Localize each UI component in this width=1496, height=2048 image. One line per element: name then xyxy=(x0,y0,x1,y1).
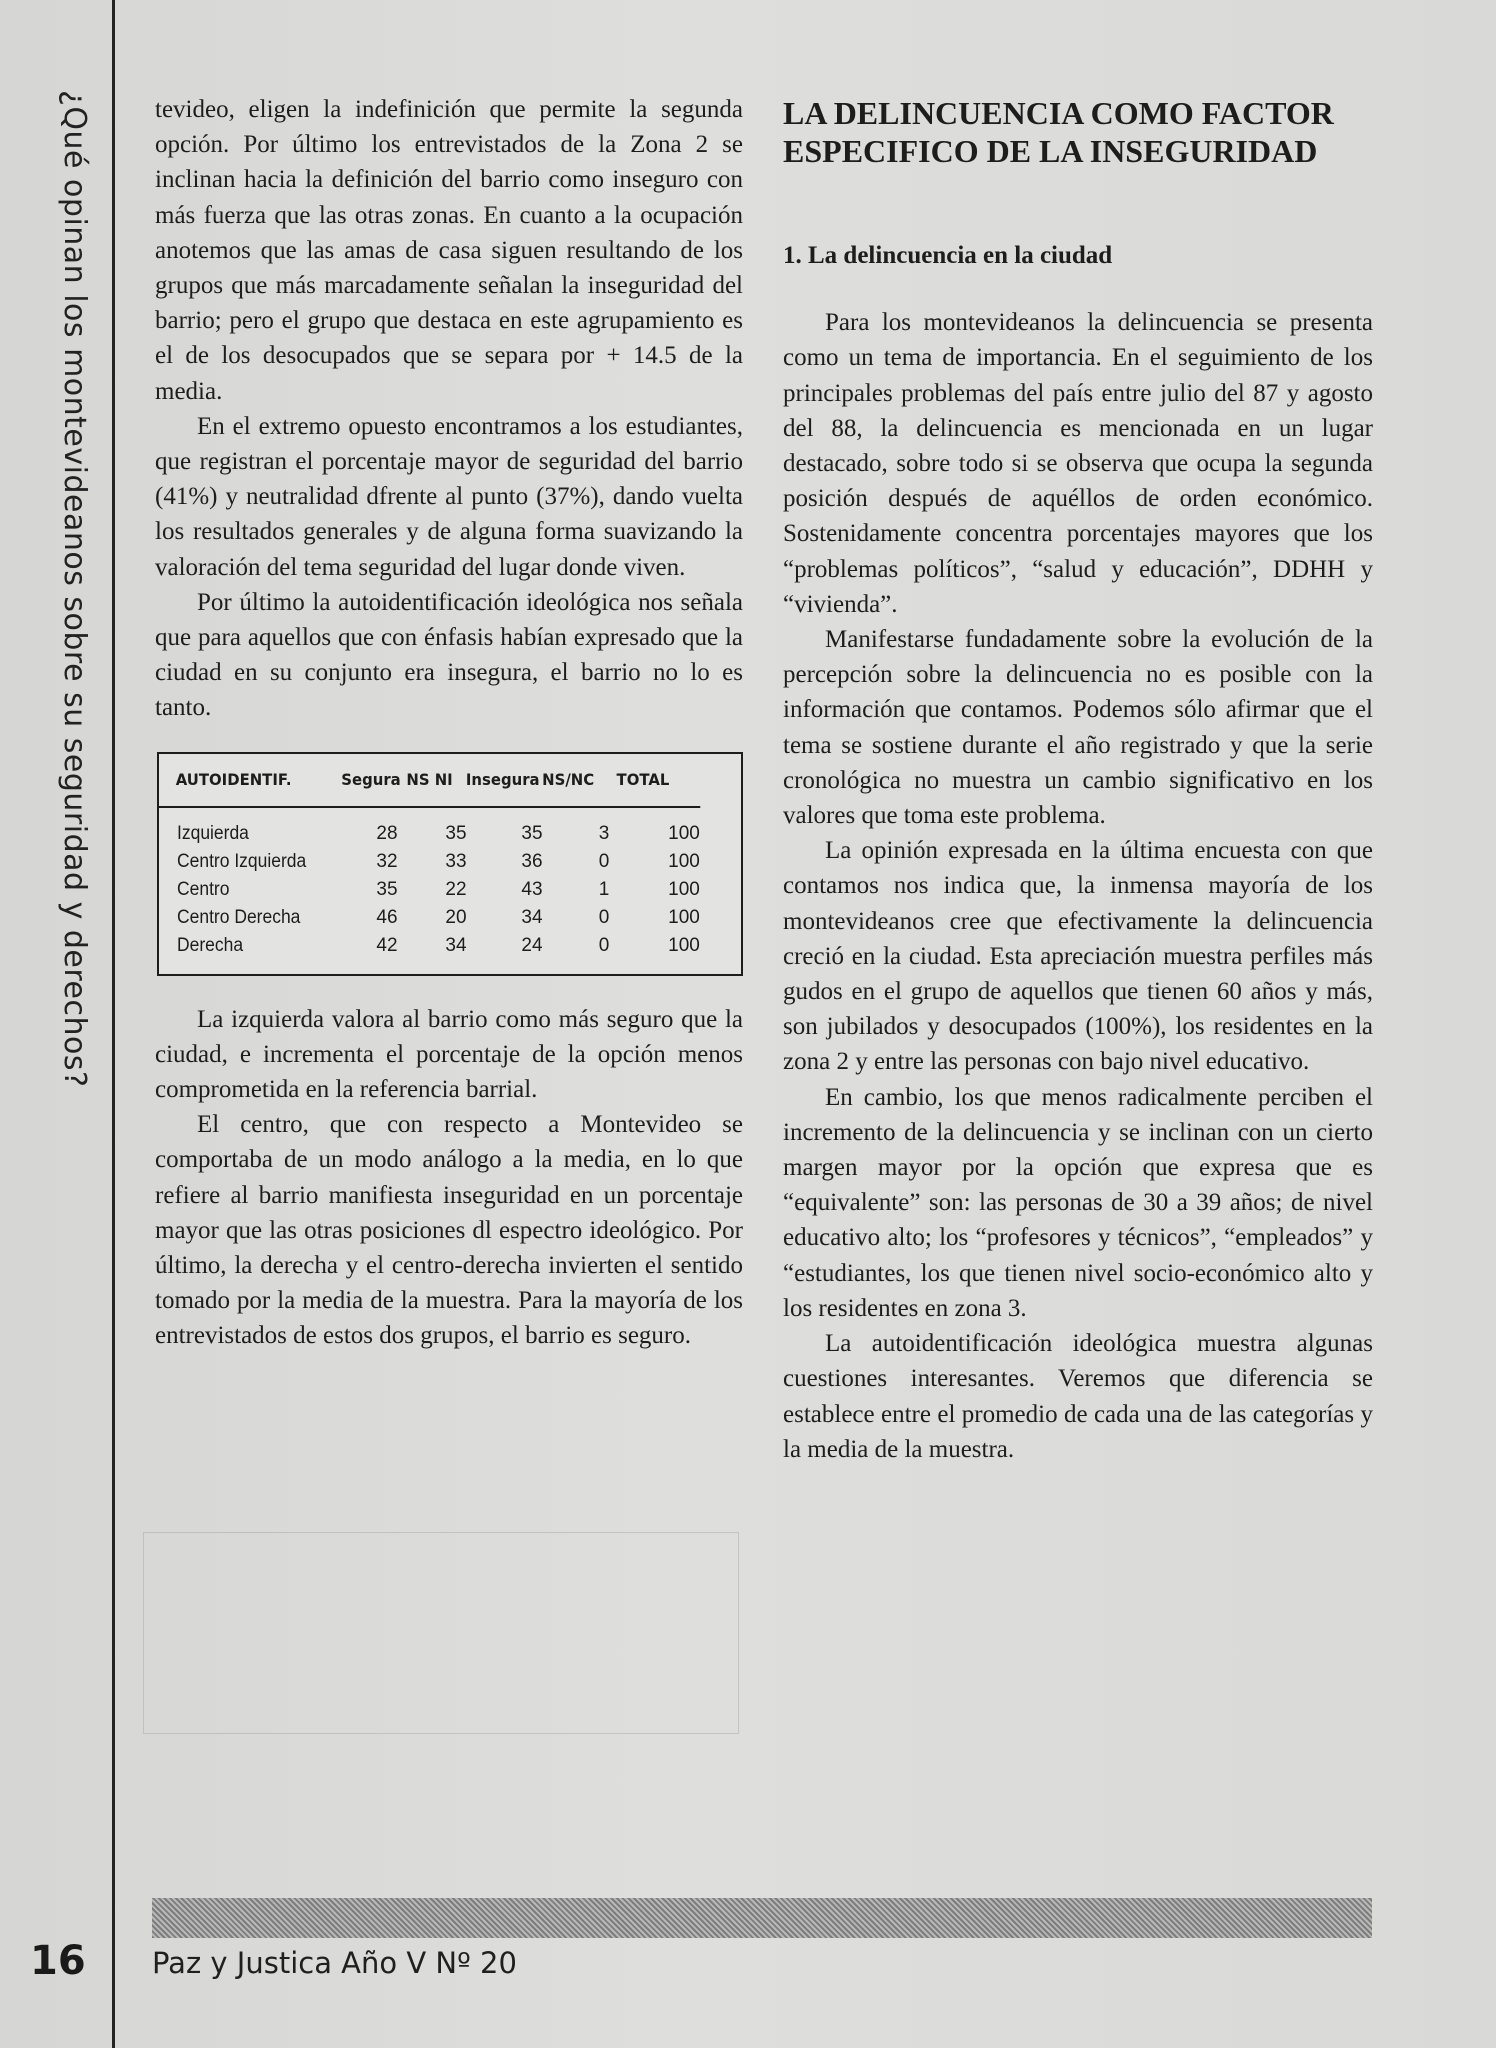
table-row xyxy=(159,848,741,876)
cell: 22 xyxy=(445,878,467,900)
cell: 32 xyxy=(376,850,398,872)
cell: 0 xyxy=(598,934,610,956)
cell: 1 xyxy=(598,878,610,900)
paragraph: tevideo, eligen la indefinición que permite la segunda opción. Por último los entrevistados de la Zona 2 se inclinan hacia la definición del barrio como inseguro con más fuerza que las otras zonas. En cuanto a la ocupación anotemos que las amas de casa siguen resultando de los grupos que más marcadamente señalan la inseguridad del barrio; pero el grupo que destaca en este agrupamiento es el de los desocupados que se separa por + 14.5 de la media. xyxy=(155,96,743,405)
cell: 100 xyxy=(668,850,700,872)
cell: 100 xyxy=(668,878,700,900)
footer-publication: Paz y Justica Año V Nº 20 xyxy=(152,1946,517,1980)
cell: 3 xyxy=(598,822,610,844)
cell: Izquierda xyxy=(177,822,249,844)
cell: Centro xyxy=(177,878,230,900)
cell: Centro Izquierda xyxy=(177,850,307,872)
page-number: 16 xyxy=(30,1938,86,1984)
cell: 35 xyxy=(521,822,543,844)
cell: Derecha xyxy=(177,934,244,956)
cell: 43 xyxy=(521,878,543,900)
table-header xyxy=(159,754,700,808)
footer-hatched-bar xyxy=(152,1898,1372,1938)
paragraph: En cambio, los que menos radicalmente perciben el incremento de la delincuencia y se inclinan con un cierto margen mayor por la opción que expresa que es “equivalente” son: las personas de 30 a 39 años; de nivel educativo alto; los “profesores y técnicos”, “empleados” y “estudiantes, los que tienen nivel socio-económico alto y los residentes en zona 3. xyxy=(783,1083,1373,1322)
right-column xyxy=(783,92,1373,1467)
cell: 0 xyxy=(598,906,610,928)
bleed-through-box xyxy=(143,1532,739,1734)
paragraph: En el extremo opuesto encontramos a los estudiantes, que registran el porcentaje mayor de seguridad del barrio (41%) y neutralidad dfrente al punto (37%), dando vuelta los resultados generales y de alguna forma suavizando la valoración del tema seguridad del lugar donde viven. xyxy=(155,412,743,581)
cell: Centro Derecha xyxy=(177,906,301,928)
cell: 24 xyxy=(521,934,543,956)
section-title: LA DELINCUENCIA COMO FACTOR ESPECIFICO DE LA INSEGURIDAD xyxy=(783,95,1334,169)
cell: 34 xyxy=(521,906,543,928)
header-cell: NS NI xyxy=(406,770,453,790)
running-side-title: ¿Qué opinan los montevideanos sobre su seguridad y derechos? xyxy=(57,90,92,1088)
table-body xyxy=(159,808,741,974)
paragraph: La izquierda valora al barrio como más seguro que la ciudad, e incrementa el porcentaje de la opción menos comprometida en la referencia barrial. xyxy=(155,1005,743,1104)
cell: 100 xyxy=(668,934,700,956)
cell: 34 xyxy=(445,934,467,956)
header-cell: TOTAL xyxy=(616,770,670,790)
cell: 35 xyxy=(445,822,467,844)
table-row xyxy=(159,904,741,932)
header-cell: Insegura xyxy=(465,770,540,790)
paragraph: La opinión expresada en la última encuesta con que contamos nos indica que, la inmensa mayoría de los montevideanos cree que efectivamente la delincuencia creció en la ciudad. Esta apreciación muestra perfiles más gudos en el grupo de aquellos que tienen 60 años y más, son jubilados y desocupados (100%), los residentes en la zona 2 y entre las personas con bajo nivel educativo. xyxy=(783,837,1373,1076)
paragraph: La autoidentificación ideológica muestra algunas cuestiones interesantes. Veremos que diferencia se establece entre el promedio de cada una de las categorías y la media de la muestra. xyxy=(783,1330,1373,1463)
paragraph: Manifestarse fundadamente sobre la evolución de la percepción sobre la delincuencia no es posible con la información que contamos. Podemos sólo afirmar que el tema se sostiene durante el año registrado y que la serie cronológica no muestra un cambio significativo en los valores que toma este problema. xyxy=(783,626,1373,830)
cell: 100 xyxy=(668,822,700,844)
table-row xyxy=(159,876,741,904)
table-row xyxy=(159,932,741,960)
cell: 42 xyxy=(376,934,398,956)
cell: 35 xyxy=(376,878,398,900)
paragraph: El centro, que con respecto a Montevideo se comportaba de un modo análogo a la media, en lo que refiere al barrio manifiesta inseguridad en un porcentaje mayor que las otras posiciones dl espectro ideológico. Por último, la derecha y el centro-derecha invierten el sentido tomado por la media de la muestra. Para la mayoría de los entrevistados de estos dos grupos, el barrio es seguro. xyxy=(155,1111,743,1350)
cell: 20 xyxy=(445,906,467,928)
header-cell: NS/NC xyxy=(542,770,595,790)
header-cell: Segura xyxy=(341,770,401,790)
table-row xyxy=(159,820,741,848)
cell: 33 xyxy=(445,850,467,872)
cell: 46 xyxy=(376,906,398,928)
cell: 100 xyxy=(668,906,700,928)
header-cell: AUTOIDENTIF. xyxy=(175,770,292,790)
left-column xyxy=(155,92,743,1354)
paragraph: Por último la autoidentificación ideológica nos señala que para aquellos que con énfasis habían expresado que la ciudad en su conjunto era insegura, el barrio no lo es tanto. xyxy=(155,588,743,722)
cell: 0 xyxy=(598,850,610,872)
cell: 28 xyxy=(376,822,398,844)
margin-rule xyxy=(112,0,115,2048)
subsection-title: 1. La delincuencia en la ciudad xyxy=(783,242,1113,269)
cell: 36 xyxy=(521,850,543,872)
paragraph: Para los montevideanos la delincuencia se presenta como un tema de importancia. En el seguimiento de los principales problemas del país entre julio del 87 y agosto del 88, la delincuencia es mencionada en un lugar destacado, sobre todo si se observa que ocupa la segunda posición después de aquéllos de orden económico. Sostenidamente concentra porcentajes mayores que los “problemas políticos”, “salud y educación”, DDHH y “vivienda”. xyxy=(783,309,1373,618)
ideology-table xyxy=(157,752,743,976)
